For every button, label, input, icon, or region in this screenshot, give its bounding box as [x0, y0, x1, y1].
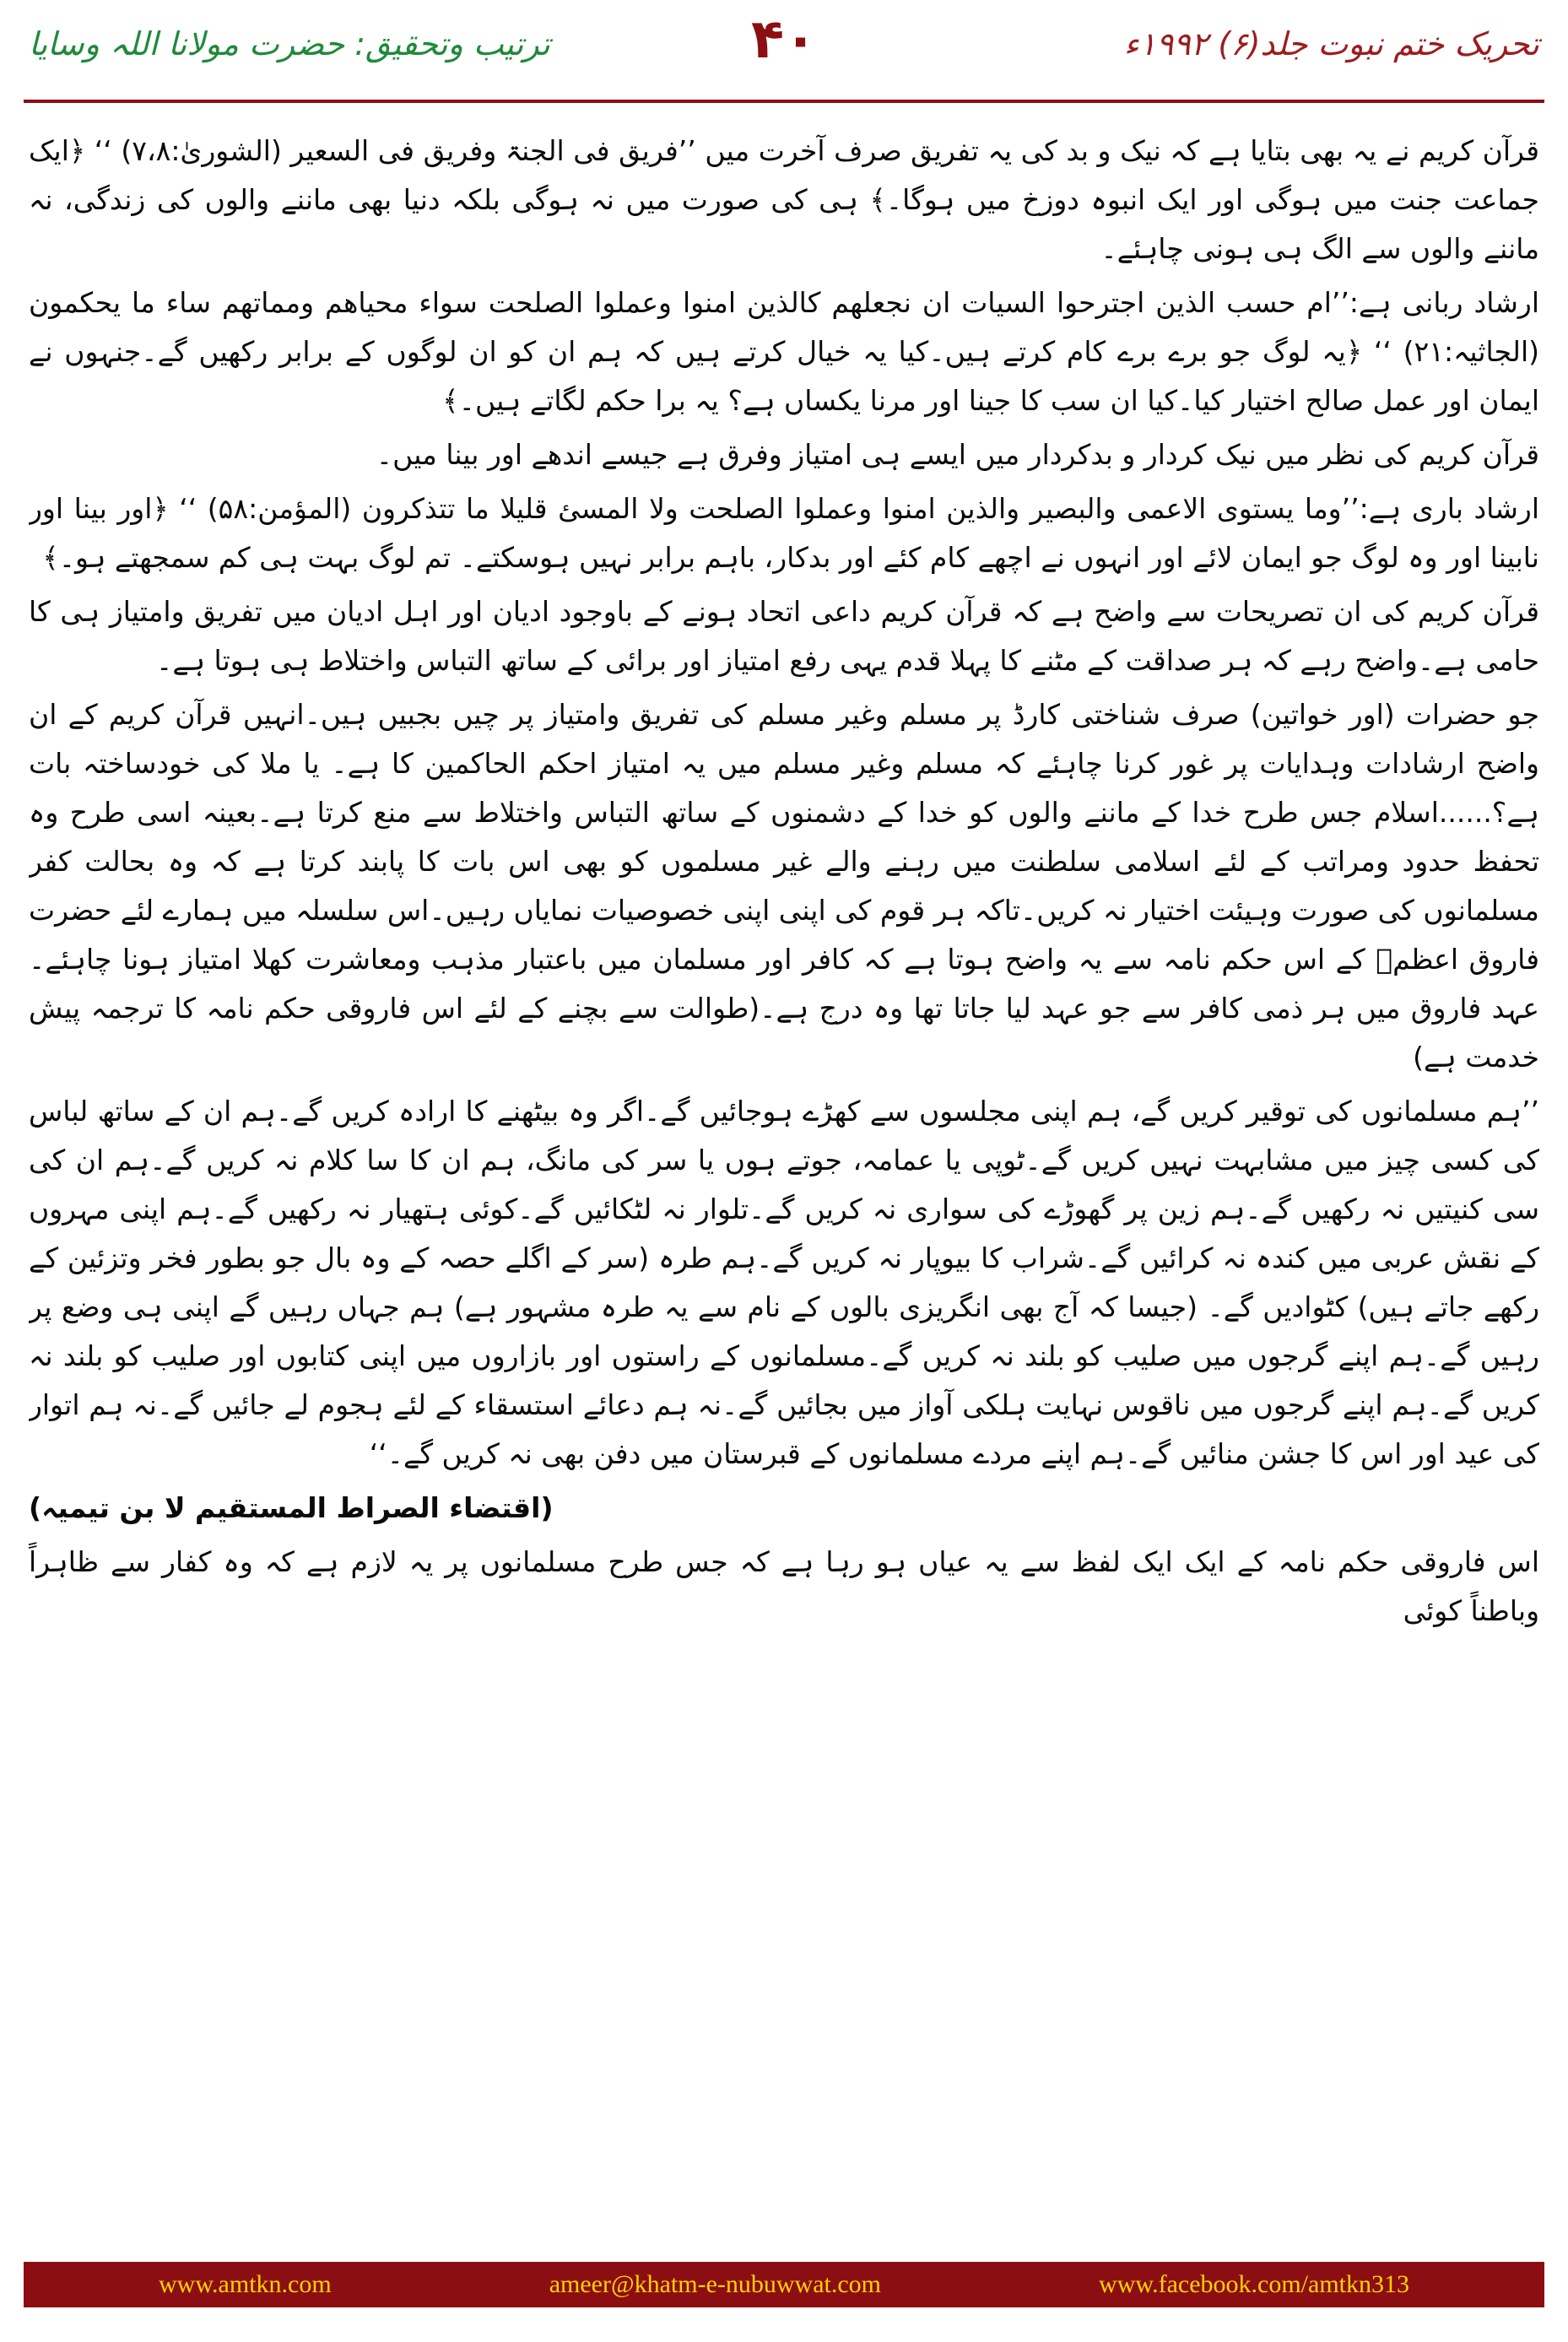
quote-source: (اقتضاء الصراط المستقیم لا بن تیمیہ): [29, 1491, 554, 1524]
footer-website-link[interactable]: www.amtkn.com: [159, 2270, 332, 2298]
paragraph-7-quote: ’’ہم مسلمانوں کی توقیر کریں گے، ہم اپنی مجلسوں سے کھڑے ہوجائیں گے۔اگر وہ بیٹھنے کا ارادہ کریں گے۔ہم ان کے ساتھ لباس کی کسی چیز میں مشابہت نہیں کریں گے۔ٹوپی یا عمامہ، جوتے ہوں یا سر کی مانگ، ہم ان کا سا کلام نہ کریں گے۔ہم ان کی سی کنیتیں نہ رکھیں گے۔ہم زین پر گھوڑے کی سواری نہ کریں گے۔تلوار نہ لٹکائیں گے۔کوئی ہتھیار نہ رکھیں گے۔ہم اپنی مہروں کے نقش عربی میں کندہ نہ کرائیں گے۔شراب کا بیوپار نہ کریں گے۔ہم طرہ (سر کے اگلے حصہ کے وہ بال جو بطور فخر وتزئین کے رکھے جاتے ہیں) کٹوادیں گے۔ (جیسا کہ آج بھی انگریزی بالوں کے نام سے یہ طرہ مشہور ہے) ہم جہاں رہیں گے اپنی ہی وضع پر رہیں گے۔ہم اپنے گرجوں میں صلیب کو بلند نہ کریں گے۔مسلمانوں کے راستوں اور بازاروں میں اپنی کتابوں اور صلیب کو بلند نہ کریں گے۔ہم اپنے گرجوں میں ناقوس نہایت ہلکی آواز میں بجائیں گے۔نہ ہم دعائے استسقاء کے لئے ہجوم لے جائیں گے۔نہ ہم اتوار کی عید اور اس کا جشن منائیں گے۔ہم اپنے مردے مسلمانوں کے قبرستان میں دفن بھی نہ کریں گے۔‘‘: [29, 1095, 1539, 1470]
paragraph-6: جو حضرات (اور خواتین) صرف شناختی کارڈ پر مسلم وغیر مسلم کی تفریق وامتیاز پر چیں بجبیں ہیں۔انہیں قرآن کریم کے ان واضح ارشادات وہدایات پر غور کرنا چاہئے کہ مسلم وغیر مسلم میں یہ امتیاز احکم الحاکمین کا ہے۔ یا ملا کی خودساختہ بات ہے؟......اسلام جس طرح خدا کے ماننے والوں کو خدا کے دشمنوں کے ساتھ التباس واختلاط سے منع کرتا ہے۔بعینہ اسی طرح وہ تحفظ حدود ومراتب کے لئے اسلامی سلطنت میں رہنے والے غیر مسلموں کو بھی اس بات کا پابند کرتا ہے کہ وہ بحالت کفر مسلمانوں کی صورت وہیئت اختیار نہ کریں۔تاکہ ہر قوم کی اپنی اپنی خصوصیات نمایاں رہیں۔اس سلسلہ میں ہمارے لئے حضرت فاروق اعظمؓ کے اس حکم نامہ سے یہ واضح ہوتا ہے کہ کافر اور مسلمان میں باعتبار مذہب ومعاشرت کھلا امتیاز ہونا چاہئے۔عہد فاروق میں ہر ذمی کافر سے جو عہد لیا جاتا تھا وہ درج ہے۔(طوالت سے بچنے کے لئے اس فاروقی حکم نامہ کا ترجمہ پیش خدمت ہے): [29, 698, 1539, 1074]
paragraph-1: قرآن کریم نے یہ بھی بتایا ہے کہ نیک و بد کی یہ تفریق صرف آخرت میں ’’فریق فی الجنۃ وفریق فی السعیر (الشوریٰ:۷،۸) ‘‘ ﴿ایک جماعت جنت میں ہوگی اور ایک انبوہ دوزخ میں ہوگا۔﴾ ہی کی صورت میں نہ ہوگی بلکہ دنیا بھی ماننے والوں کی زندگی، نہ ماننے والوں سے الگ ہی ہونی چاہئے۔: [29, 134, 1539, 265]
compiler-credit: ترتیب وتحقیق: حضرت مولانا اللہ وسایا: [29, 25, 550, 62]
page-number: ۴۰: [750, 8, 818, 71]
footer-email-link[interactable]: ameer@khatm-e-nubuwwat.com: [549, 2270, 882, 2298]
paragraph-4: ارشاد باری ہے:’’وما یستوی الاعمی والبصیر والذین امنوا وعملوا الصلحت ولا المسئ قلیلا ما تتذکرون (المؤمن:۵۸) ‘‘ ﴿اور بینا اور نابینا اور وہ لوگ جو ایمان لائے اور انہوں نے اچھے کام کئے اور بدکار، باہم برابر نہیں ہوسکتے۔ تم لوگ بہت ہی کم سمجھتے ہو۔﴾: [29, 492, 1539, 574]
paragraph-5: قرآن کریم کی ان تصریحات سے واضح ہے کہ قرآن کریم داعی اتحاد ہونے کے باوجود ادیان اور اہل ادیان میں تفریق وامتیاز ہی کا حامی ہے۔واضح رہے کہ ہر صداقت کے مٹنے کا پہلا قدم یہی رفع امتیاز اور برائی کے ساتھ التباس واختلاط ہی ہوتا ہے۔: [29, 595, 1539, 677]
page-header: [0, 0, 1568, 118]
header-divider: [24, 100, 1544, 103]
page-body: [29, 127, 1539, 2194]
paragraph-3: قرآن کریم کی نظر میں نیک کردار و بدکردار میں ایسے ہی امتیاز وفرق ہے جیسے اندھے اور بینا میں۔: [376, 438, 1539, 471]
page-footer: [24, 2262, 1544, 2307]
paragraph-2: ارشاد ربانی ہے:’’ام حسب الذین اجترحوا السیات ان نجعلھم کالذین امنوا وعملوا الصلحت سواء محیاھم ومماتھم ساء ما یحکمون (الجاثیہ:۲۱) ‘‘ ﴿یہ لوگ جو برے برے کام کرتے ہیں۔کیا یہ خیال کرتے ہیں کہ ہم ان کو ان لوگوں کے برابر رکھیں گے۔جنہوں نے ایمان اور عمل صالح اختیار کیا۔کیا ان سب کا جینا اور مرنا یکساں ہے؟ یہ برا حکم لگاتے ہیں۔﴾: [29, 286, 1539, 417]
paragraph-8: اس فاروقی حکم نامہ کے ایک ایک لفظ سے یہ عیاں ہو رہا ہے کہ جس طرح مسلمانوں پر یہ لازم ہے کہ وہ کفار سے ظاہراً وباطناً کوئی: [29, 1545, 1539, 1627]
book-title: تحریک ختم نبوت جلد(۶) ۱۹۹۲ء: [1123, 25, 1539, 62]
footer-facebook-link[interactable]: www.facebook.com/amtkn313: [1099, 2270, 1409, 2298]
